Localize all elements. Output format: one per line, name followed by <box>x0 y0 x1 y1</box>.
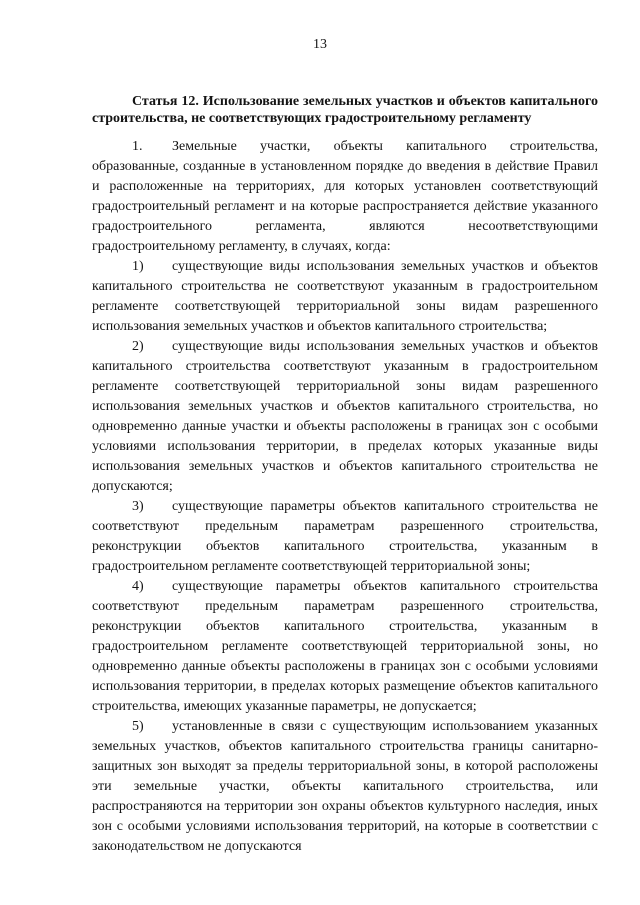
list-item-text: существующие виды использования земельных участков и объектов капитального строительства соответствуют указанным в градостроительном регламенте соответствующей территориальной зоны видам разрешенного использования земельных участков и объектов капитального строительства, но одновременно данные участки и объекты расположены в границах зон с особыми условиями использования территории, в пределах которых указанные виды использования земельных участков и объектов капитального строительства не допускаются; <box>92 339 598 494</box>
document-body <box>92 93 598 857</box>
list-item-number: 5) <box>132 719 144 734</box>
page-number: 13 <box>313 37 327 52</box>
list-item-number: 2) <box>132 339 144 354</box>
list-item-1 <box>92 257 598 337</box>
article-heading: Статья 12. Использование земельных участков и объектов капитального строительства, не соответствующих градостроительному регламенту <box>92 94 598 126</box>
paragraph-number: 1. <box>132 139 143 154</box>
list-item-number: 4) <box>132 579 144 594</box>
list-item-number: 1) <box>132 259 144 274</box>
list-item-4 <box>92 577 598 717</box>
list-item-text: установленные в связи с существующим использованием указанных земельных участков, объектов капитального строительства границы санитарно-защитных зон выходят за пределы территориальной зоны, в которой расположены эти земельные участки, объекты капитального строительства, или распространяются на территории зон охраны объектов культурного наследия, иных зон с особыми условиями использования территорий, на которые в соответствии с законодательством не допускаются <box>92 719 598 854</box>
list-item-3 <box>92 497 598 577</box>
list-item-text: существующие параметры объектов капитального строительства соответствуют предельным параметрам разрешенного строительства, реконструкции объектов капитального строительства, указанным в градостроительном регламенте соответствующей территориальной зоны, но одновременно данные объекты расположены в границах зон с особыми условиями использования территории, в пределах которых размещение объектов капитального строительства, имеющих указанные параметры, не допускается; <box>92 579 598 714</box>
list-item-5 <box>92 717 598 857</box>
list-item-text: существующие виды использования земельных участков и объектов капитального строительства не соответствуют указанным в градостроительном регламенте соответствующей территориальной зоны видам разрешенного использования земельных участков и объектов капитального строительства; <box>92 259 598 334</box>
list-item-2 <box>92 337 598 497</box>
paragraph-text: Земельные участки, объекты капитального строительства, образованные, созданные в установленном порядке до введения в действие Правил и расположенные на территориях, для которых установлен соответствующий градостроительный регламент и на которые распространяется действие указанного градостроительного регламента, являются несоответствующими градостроительному регламенту, в случаях, когда: <box>92 139 598 254</box>
paragraph-1 <box>92 137 598 257</box>
list-item-text: существующие параметры объектов капитального строительства не соответствуют предельным параметрам разрешенного строительства, реконструкции объектов капитального строительства, указанным в градостроительном регламенте соответствующей территориальной зоны; <box>92 499 598 574</box>
list-item-number: 3) <box>132 499 144 514</box>
